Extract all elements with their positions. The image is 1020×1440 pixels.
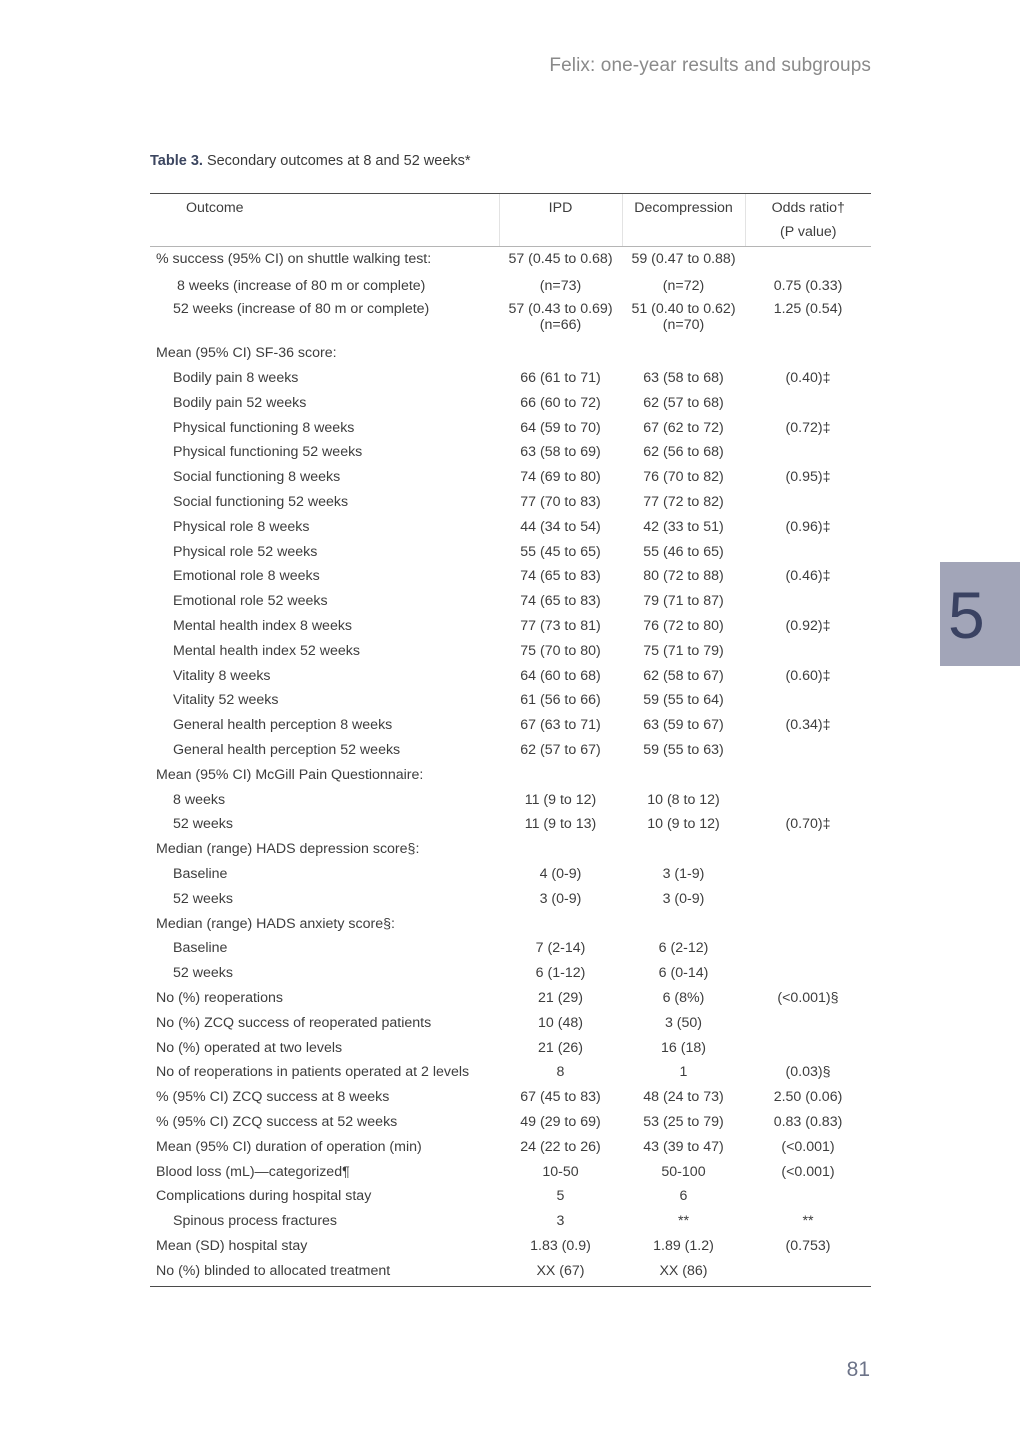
table-row (150, 1184, 871, 1209)
column-subheader-ipd (499, 223, 622, 247)
outcome-label-cell: 52 weeks (173, 816, 233, 833)
column-header-odds-ratio: Odds ratio† (745, 194, 871, 224)
outcome-label-cell: % (95% CI) ZCQ success at 8 weeks (156, 1089, 390, 1106)
column-subheader-p-value: (P value) (745, 223, 871, 247)
decompression-value-cell: 63 (59 to 67) (643, 717, 724, 734)
table-row (150, 837, 871, 862)
odds-ratio-cell (745, 1011, 871, 1036)
column-header-outcome: Outcome (150, 194, 499, 224)
ipd-value-cell: 3 (556, 1213, 565, 1230)
outcome-label-cell: Mean (SD) hospital stay (156, 1237, 308, 1254)
outcome-label-cell: 8 weeks (increase of 80 m or complete) (177, 278, 426, 295)
ipd-value-cell: 24 (22 to 26) (520, 1138, 601, 1155)
table-row (150, 688, 871, 713)
decompression-value-cell: 59 (55 to 64) (643, 692, 724, 709)
ipd-value-cell: 66 (60 to 72) (520, 394, 601, 411)
outcome-label-cell: Baseline (173, 940, 228, 957)
decompression-value-cell: 6 (2-12) (658, 940, 709, 957)
odds-ratio-cell: (0.753) (785, 1237, 831, 1254)
odds-ratio-cell (745, 639, 871, 664)
odds-ratio-cell (745, 837, 871, 862)
odds-ratio-cell: 0.83 (0.83) (773, 1114, 843, 1130)
odds-ratio-cell: (<0.001) (781, 1138, 835, 1155)
odds-ratio-cell: 2.50 (0.06) (773, 1089, 843, 1106)
outcomes-table (150, 193, 871, 1287)
outcome-label-cell: Bodily pain 8 weeks (173, 370, 299, 387)
table-row (150, 614, 871, 639)
decompression-value-cell: 48 (24 to 73) (643, 1089, 724, 1106)
table-row (150, 540, 871, 565)
running-title: Felix: one-year results and subgroups (549, 55, 871, 76)
table-row (150, 440, 871, 465)
table-row (150, 936, 871, 961)
odds-ratio-cell: ** (802, 1213, 814, 1230)
outcome-label-cell: Spinous process fractures (173, 1213, 338, 1230)
outcome-label-cell: Vitality 8 weeks (173, 667, 271, 684)
outcome-label-cell: Emotional role 52 weeks (173, 593, 328, 610)
odds-ratio-cell (745, 490, 871, 515)
odds-ratio-cell: 0.75 (0.33) (773, 278, 843, 295)
outcome-label-cell: Blood loss (mL)—categorized¶ (156, 1163, 350, 1180)
decompression-value-cell (622, 912, 745, 937)
decompression-value-cell: 10 (9 to 12) (647, 816, 720, 833)
outcome-label-cell: Social functioning 8 weeks (173, 469, 341, 486)
table-row (150, 1110, 871, 1135)
table-row (150, 1060, 871, 1085)
odds-ratio-cell: (0.72)‡ (785, 419, 831, 436)
ipd-value-cell (499, 837, 622, 862)
odds-ratio-cell (745, 862, 871, 887)
decompression-value-cell: 79 (71 to 87) (643, 593, 724, 610)
odds-ratio-cell: (0.60)‡ (785, 667, 831, 684)
table-row (150, 465, 871, 490)
odds-ratio-cell: (0.34)‡ (785, 717, 831, 734)
ipd-value-cell: 74 (65 to 83) (520, 568, 601, 585)
decompression-value-cell: 67 (62 to 72) (643, 419, 724, 436)
outcome-label-cell: % success (95% CI) on shuttle walking test: (156, 251, 432, 267)
chapter-number: 5 (948, 578, 985, 652)
decompression-value-cell: 62 (58 to 67) (643, 667, 724, 684)
decompression-value-cell: 6 (0-14) (658, 965, 709, 982)
table-row (150, 589, 871, 614)
ipd-value-cell: 77 (70 to 83) (520, 494, 601, 511)
outcome-label-cell: Mean (95% CI) McGill Pain Questionnaire: (156, 766, 424, 783)
odds-ratio-cell (745, 589, 871, 614)
table-row (150, 271, 871, 297)
outcome-label-cell: No (%) operated at two levels (156, 1039, 343, 1056)
outcome-label-cell: No (%) blinded to allocated treatment (150, 1259, 499, 1287)
outcome-label-cell: Median (range) HADS depression score§: (156, 841, 420, 858)
ipd-value-cell: 3 (0-9) (539, 890, 582, 907)
odds-ratio-cell (745, 540, 871, 565)
outcome-label-cell: General health perception 52 weeks (173, 742, 401, 759)
outcome-label-cell: % (95% CI) ZCQ success at 52 weeks (156, 1114, 398, 1130)
odds-ratio-cell: (0.96)‡ (785, 518, 831, 535)
decompression-value-cell: 3 (50) (664, 1014, 703, 1031)
ipd-value-cell: 64 (60 to 68) (520, 667, 601, 684)
decompression-value-cell: 76 (70 to 82) (643, 469, 724, 486)
table-caption (150, 153, 471, 169)
decompression-value-cell: 3 (1-9) (662, 866, 705, 883)
ipd-value-cell: 57 (0.43 to 0.69) (n=66) (508, 301, 613, 334)
outcome-label-cell: Physical functioning 8 weeks (173, 419, 355, 436)
table-row (150, 297, 871, 341)
table-row (150, 1209, 871, 1234)
table-row (150, 1135, 871, 1160)
ipd-value-cell (499, 341, 622, 366)
outcome-label-cell: Physical role 52 weeks (173, 543, 318, 560)
odds-ratio-cell (745, 1184, 871, 1209)
odds-ratio-cell: 1.25 (0.54) (773, 301, 843, 318)
ipd-value-cell: 7 (2-14) (535, 940, 586, 957)
odds-ratio-cell: (0.46)‡ (785, 568, 831, 585)
decompression-value-cell (622, 837, 745, 862)
decompression-value-cell: 43 (39 to 47) (643, 1138, 724, 1155)
decompression-value-cell: (n=72) (662, 278, 705, 295)
decompression-value-cell: 50-100 (661, 1163, 706, 1180)
odds-ratio-cell (745, 738, 871, 763)
ipd-value-cell: 1.83 (0.9) (530, 1237, 591, 1254)
outcome-label-cell: Mean (95% CI) SF-36 score: (156, 345, 337, 362)
table-row (150, 515, 871, 540)
table-row (150, 812, 871, 837)
column-header-decompression: Decompression (622, 194, 745, 224)
ipd-value-cell: 11 (9 to 12) (524, 791, 597, 808)
outcome-label-cell: No of reoperations in patients operated at 2 levels (156, 1064, 470, 1081)
page-number: 81 (846, 1358, 870, 1381)
table-row (150, 1160, 871, 1185)
table-header-row (150, 194, 871, 224)
decompression-value-cell: 10 (8 to 12) (647, 791, 720, 808)
table-row (150, 1259, 871, 1287)
ipd-value-cell: 74 (65 to 83) (520, 593, 601, 610)
table-row (150, 639, 871, 664)
table-row (150, 912, 871, 937)
odds-ratio-cell (745, 961, 871, 986)
outcome-label-cell: Bodily pain 52 weeks (173, 394, 307, 411)
ipd-value-cell: 75 (70 to 80) (520, 642, 601, 659)
outcome-label-cell: Complications during hospital stay (156, 1188, 372, 1205)
decompression-value-cell: 3 (0-9) (662, 890, 705, 907)
decompression-value-cell: 42 (33 to 51) (643, 518, 724, 535)
outcome-label-cell: General health perception 8 weeks (173, 717, 393, 734)
table-row (150, 391, 871, 416)
outcome-label-cell: No (%) ZCQ success of reoperated patients (156, 1014, 432, 1031)
outcome-label-cell: Physical functioning 52 weeks (173, 444, 363, 461)
odds-ratio-cell: (<0.001)§ (777, 990, 839, 1007)
outcome-label-cell: Mental health index 52 weeks (173, 642, 360, 659)
decompression-value-cell: 1.89 (1.2) (653, 1237, 714, 1254)
table-row (150, 1234, 871, 1259)
table-row (150, 763, 871, 788)
odds-ratio-cell: (0.03)§ (785, 1064, 831, 1081)
table-row (150, 564, 871, 589)
column-header-ipd: IPD (499, 194, 622, 224)
ipd-value-cell: 63 (58 to 69) (520, 444, 601, 461)
ipd-value-cell: XX (67) (499, 1259, 622, 1287)
table-row (150, 247, 871, 272)
table-row (150, 1085, 871, 1110)
table-row (150, 713, 871, 738)
decompression-value-cell (622, 763, 745, 788)
decompression-value-cell: 80 (72 to 88) (643, 568, 724, 585)
table-header-subrow (150, 223, 871, 247)
odds-ratio-cell: (0.70)‡ (785, 816, 831, 833)
ipd-value-cell: 21 (29) (538, 990, 583, 1007)
ipd-value-cell: 11 (9 to 13) (524, 816, 597, 833)
outcome-label-cell: No (%) reoperations (156, 990, 283, 1007)
column-subheader-decompression (622, 223, 745, 247)
decompression-value-cell: 53 (25 to 79) (643, 1114, 724, 1130)
decompression-value-cell: XX (86) (622, 1259, 745, 1287)
decompression-value-cell: 59 (55 to 63) (643, 742, 724, 759)
ipd-value-cell: 62 (57 to 67) (520, 742, 601, 759)
odds-ratio-cell: (0.40)‡ (785, 370, 831, 387)
ipd-value-cell: 61 (56 to 66) (520, 692, 601, 709)
outcome-label-cell: Emotional role 8 weeks (173, 568, 320, 585)
odds-ratio-cell: (0.92)‡ (785, 618, 831, 635)
outcome-label-cell: 8 weeks (173, 791, 226, 808)
decompression-value-cell: 59 (0.47 to 0.88) (631, 251, 736, 267)
table-caption-text: Secondary outcomes at 8 and 52 weeks* (202, 153, 471, 169)
outcome-label-cell: 52 weeks (increase of 80 m or complete) (173, 301, 430, 318)
odds-ratio-cell: (0.95)‡ (785, 469, 831, 486)
ipd-value-cell: 64 (59 to 70) (520, 419, 601, 436)
odds-ratio-cell (745, 763, 871, 788)
table-row (150, 490, 871, 515)
table-row (150, 738, 871, 763)
decompression-value-cell: 6 (679, 1188, 688, 1205)
outcome-label-cell: Baseline (173, 866, 228, 883)
outcome-label-cell: Median (range) HADS anxiety score§: (156, 915, 395, 932)
outcome-label-cell: Mental health index 8 weeks (173, 618, 353, 635)
table-row (150, 1036, 871, 1061)
ipd-value-cell: 49 (29 to 69) (520, 1114, 601, 1130)
secondary-outcomes-table (150, 193, 871, 1287)
ipd-value-cell: 44 (34 to 54) (520, 518, 601, 535)
odds-ratio-cell (745, 936, 871, 961)
table-row (150, 1011, 871, 1036)
ipd-value-cell (499, 763, 622, 788)
table-caption-label: Table 3. (150, 153, 203, 169)
outcome-label-cell: Social functioning 52 weeks (173, 494, 349, 511)
odds-ratio-cell (745, 688, 871, 713)
decompression-value-cell: 75 (71 to 79) (643, 642, 724, 659)
ipd-value-cell: 10 (48) (538, 1014, 583, 1031)
table-row (150, 341, 871, 366)
ipd-value-cell: 8 (556, 1064, 565, 1081)
column-subheader-outcome (150, 223, 499, 247)
chapter-thumb-tab (940, 562, 1020, 666)
decompression-value-cell (622, 341, 745, 366)
ipd-value-cell: 10-50 (542, 1163, 579, 1180)
table-row (150, 664, 871, 689)
ipd-value-cell: (n=73) (539, 278, 582, 295)
ipd-value-cell: 5 (556, 1188, 565, 1205)
ipd-value-cell: 6 (1-12) (535, 965, 586, 982)
odds-ratio-cell: (<0.001) (781, 1163, 835, 1180)
odds-ratio-cell (745, 887, 871, 912)
decompression-value-cell: 16 (18) (661, 1039, 706, 1056)
ipd-value-cell: 21 (26) (538, 1039, 583, 1056)
ipd-value-cell: 67 (63 to 71) (520, 717, 601, 734)
decompression-value-cell: 62 (57 to 68) (643, 394, 724, 411)
decompression-value-cell: 51 (0.40 to 0.62) (n=70) (631, 301, 736, 334)
decompression-value-cell: 55 (46 to 65) (643, 543, 724, 560)
ipd-value-cell: 4 (0-9) (539, 866, 582, 883)
ipd-value-cell: 55 (45 to 65) (520, 543, 601, 560)
decompression-value-cell: 63 (58 to 68) (643, 370, 724, 387)
odds-ratio-cell (745, 912, 871, 937)
table-row (150, 416, 871, 441)
ipd-value-cell (499, 912, 622, 937)
ipd-value-cell: 57 (0.45 to 0.68) (508, 251, 613, 267)
ipd-value-cell: 67 (45 to 83) (520, 1089, 601, 1106)
odds-ratio-cell (745, 391, 871, 416)
odds-ratio-cell (745, 247, 871, 272)
outcome-label-cell: 52 weeks (173, 965, 233, 982)
decompression-value-cell: 77 (72 to 82) (643, 494, 724, 511)
odds-ratio-cell (745, 1036, 871, 1061)
odds-ratio-cell (745, 440, 871, 465)
odds-ratio-cell (745, 788, 871, 813)
decompression-value-cell: 1 (679, 1064, 688, 1081)
table-row (150, 961, 871, 986)
outcome-label-cell: Physical role 8 weeks (173, 518, 310, 535)
odds-ratio-cell (745, 1259, 871, 1287)
ipd-value-cell: 66 (61 to 71) (520, 370, 601, 387)
decompression-value-cell: 76 (72 to 80) (643, 618, 724, 635)
outcome-label-cell: Vitality 52 weeks (173, 692, 279, 709)
table-row (150, 862, 871, 887)
outcome-label-cell: 52 weeks (173, 890, 233, 907)
decompression-value-cell: ** (677, 1213, 690, 1230)
table-row (150, 887, 871, 912)
ipd-value-cell: 74 (69 to 80) (520, 469, 601, 486)
table-row (150, 986, 871, 1011)
outcome-label-cell: Mean (95% CI) duration of operation (min) (156, 1138, 422, 1155)
decompression-value-cell: 6 (8%) (662, 990, 705, 1007)
decompression-value-cell: 62 (56 to 68) (643, 444, 724, 461)
table-row (150, 366, 871, 391)
table-row (150, 788, 871, 813)
ipd-value-cell: 77 (73 to 81) (520, 618, 601, 635)
odds-ratio-cell (745, 341, 871, 366)
